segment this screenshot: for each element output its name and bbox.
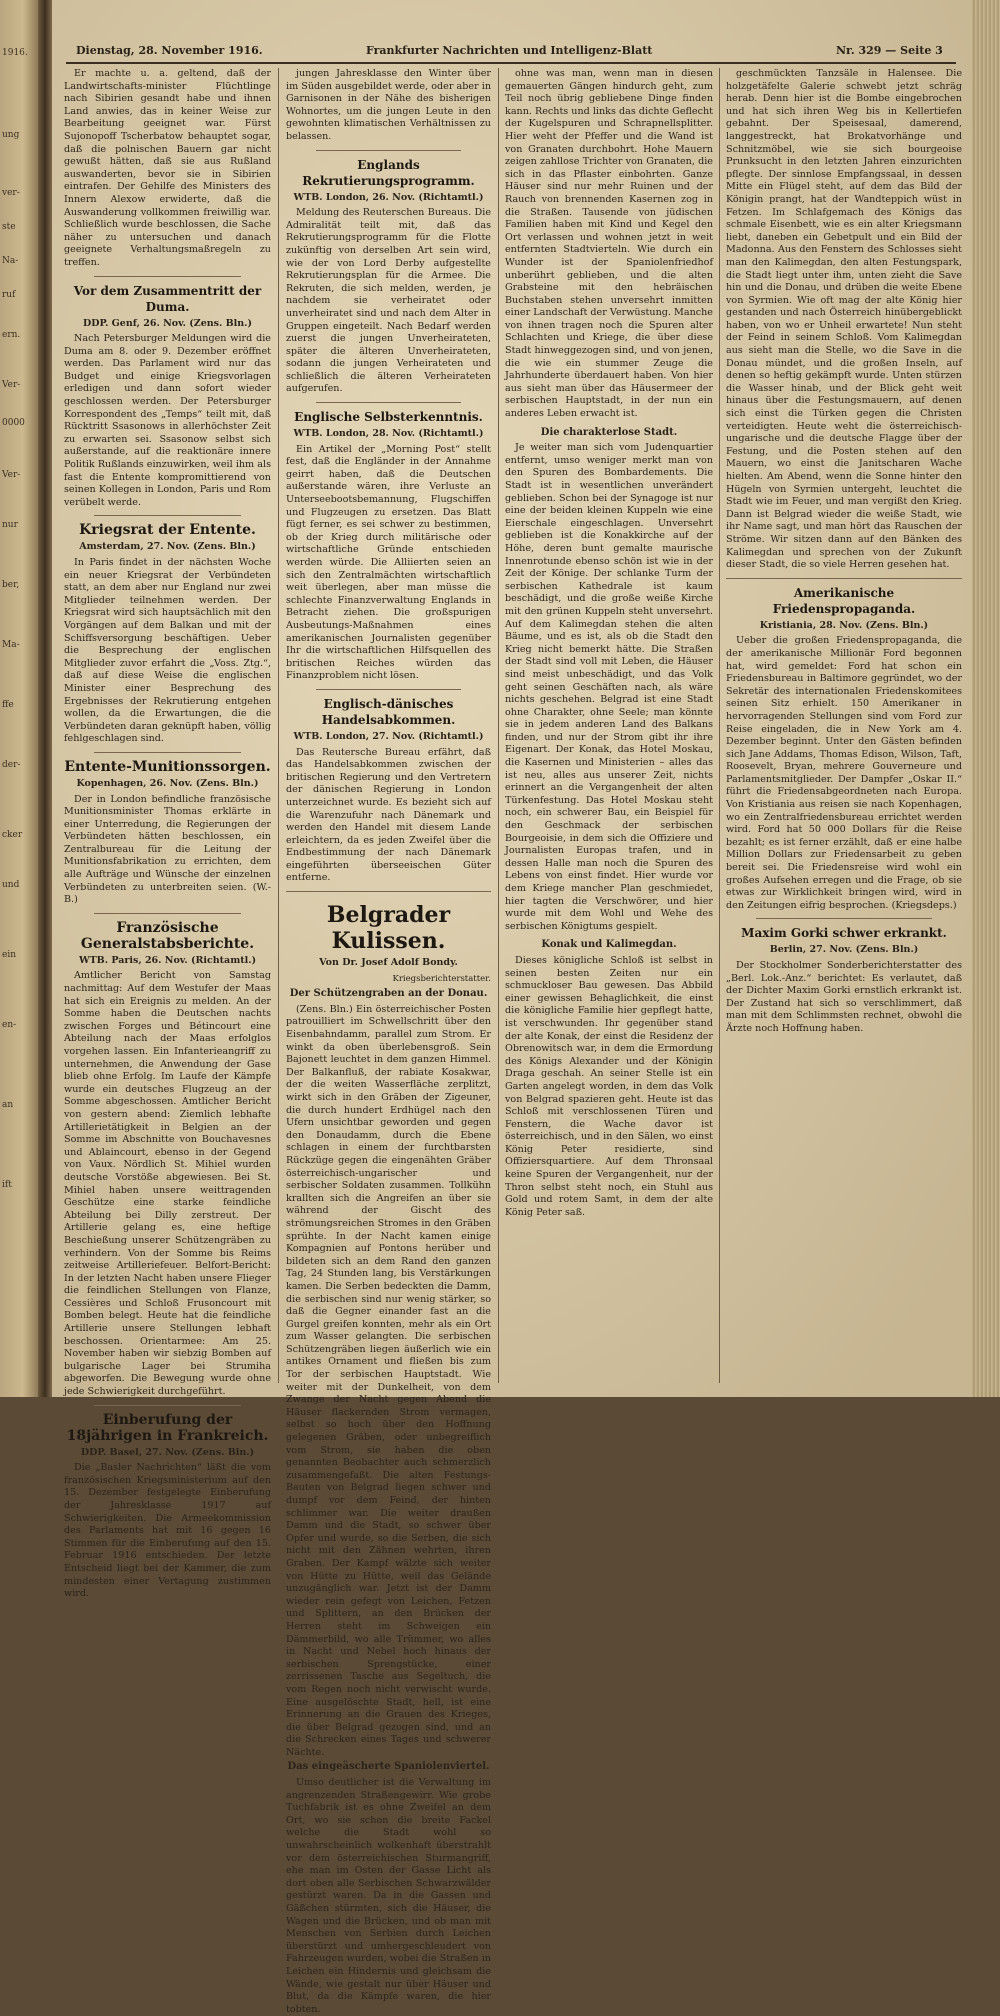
article-separator	[94, 276, 241, 277]
column-3	[505, 68, 713, 1388]
article-body: Er machte u. a. geltend, daß der Landwirtschafts-minister Flüchtlinge nach Sibirien gesandt habe und ihnen Land anwies, das in keiner Weise zur Bearbeitung geeignet war. Fürst Sujonopoff Tscherbatow behauptet sogar, daß die polnischen Bauern gar nicht gewußt hätten, daß sie aus Rußland auswanderten, bevor sie in Sibirien eintrafen. Der Gehilfe des Ministers des Innern Alexow erwiderte, daß die Auswanderung vollkommen freiwillig war. Schließlich wurde beschlossen, die Sache näher zu untersuchen und danach geeignete Verhaltungsmaßregeln zu treffen.	[64, 68, 271, 268]
article-subheading: Die charakterlose Stadt.	[540, 426, 678, 438]
article-kriegsrat	[64, 522, 271, 746]
margin-fragment: an	[2, 1100, 14, 1110]
article-body: Amtlicher Bericht von Samstag nachmittag: Auf dem Westufer der Maas hat sich ein Ereignis zu melden. An der Somme haben die Deutschen nachts zwischen Forges und Bétincourt eine Abteilung nach der Maas erfolglos vorgehen lassen. Ein Infanterieangriff zu unternehmen, die Anwendung der Gase blieb ohne Erfolg. Im Laufe der Kämpfe wurde ein deutsches Flugzeug an der Somme abgeschossen. Amtlicher Bericht von gestern abend: Ziemlich lebhafte Artillerietätigkeit in Belgien an der Somme im Abschnitte von Bouchavesnes und Ablaincourt, ebenso in der Gegend von Vaux. Nördlich St. Mihiel wurden deutsche Vorstöße abgewiesen. Bei St. Mihiel haben unsere weittragenden Geschütze eine starke feindliche Abteilung bei Dilly zerstreut. Der Artillerie gelang es, eine heftige Beschießung unserer Schützengräben zu verhindern. Von der Somme bis Reims zeitweise Artilleriefeuer. Belfort-Bericht: In der letzten Nacht haben unsere Flieger die feindlichen Stellungen von Flanze, Cessières und Schloß Frusoncourt mit Bomben belegt. Heute hat die feindliche Artillerie unsere Stellungen lebhaft beschossen. Orientarmee: Am 25. November haben wir siebzig Bomben auf bulgarische Lager bei Strumiha abgeworfen. Die Bewegung wurde ohne jede Schwierigkeit durchgeführt.	[64, 970, 271, 1398]
article-dateline: Berlin, 27. Nov. (Zens. Bln.)	[769, 944, 919, 956]
article-subheading: Der Schützengraben an der Donau.	[289, 988, 488, 1000]
article-dateline: Amsterdam, 27. Nov. (Zens. Bln.)	[79, 541, 256, 553]
column-4	[726, 68, 962, 1388]
article-body: Das Reutersche Bureau erfährt, daß das Handelsabkommen zwischen der britischen Regierung und den Vertretern der dänischen Regierung in London unterzeichnet wurde. Es bezieht sich auf die Warenzufuhr nach Dänemark und werden den Handel mit diesem Lande erleichtern, da es jeden Zweifel über die Endbestimmung der nach Dänemark eingeführten überseeischen Güter entferne.	[286, 746, 491, 884]
margin-fragment: ruf	[2, 290, 16, 300]
article-body: Je weiter man sich vom Judenquartier entfernt, umso weniger merkt man von den Spuren des Bombardements. Die Stadt ist in wesentlichen unverändert geblieben. Schon bei der Synagoge ist nur eine der beiden kleinen Kuppeln wie eine Eierschale eingeschlagen. Unversehrt geblieben ist die Konakkirche auf der Höhe, deren bunt gemalte maurische Innenrotunde ebenso schön ist wie in der Zeit der Könige. Der schlanke Turm der serbischen Kathedrale ist kaum beschädigt, und die große weiße Kirche mit den grünen Kuppeln steht unversehrt. Auf dem Kalimegdan stehen die alten Bäume, und es ist, als ob die Stadt den Krieg nicht bemerkt hätte. Die Straßen der Stadt sind voll mit Leben, die Häuser sind meist unbeschädigt, und das Volk geht seinen Geschäften nach, als wäre nichts geschehen. Belgrad ist eine Stadt ohne Charakter, ohne Seele; man könnte sie in jedem anderen Land des Balkans finden, und nur der Strom gibt ihr ihre Eigenart. Der Konak, das Hotel Moskau, die Kasernen und Ministerien – alles das ist neu, alles aus unserer Zeit, nichts erinnert an die Vergangenheit der alten Türkenfestung. Das Hotel Moskau steht noch, ein schwerer Bau, ein Beispiel für den Geschmack der serbischen Bourgeoisie, in dem sich die Offiziere und Journalisten Europas trafen, und in dessen Halle man noch die Spuren des Lebens von einst findet. Hier wurde vor dem Kriege mancher Plan geschmiedet, hier tagten die Verschwörer, und hier wurde mit dem Wohl und Wehe des serbischen Königtums gespielt.	[505, 442, 713, 932]
article-dateline: DDP. Genf, 26. Nov. (Zens. Bln.)	[83, 317, 252, 329]
article-belgrader-kulissen	[286, 902, 491, 2016]
article-separator	[756, 918, 932, 919]
margin-fragment: ffe	[2, 700, 14, 710]
article-separator	[316, 689, 461, 690]
article-title: Französische Generalstabsberichte.	[80, 919, 255, 952]
article-body: Der in London befindliche französische Munitionsminister Thomas erklärte in einer Unterredung, die Regierungen der Verbündeten hätten beschlossen, ein Zentralbureau für die Leitung der Munitionsfabrikation zu errichten, dem alle Aufträge und Wünsche der einzelnen Verbündeten zu unterbreiten seien. (W.-B.)	[64, 793, 271, 906]
article-dateline: WTB. London, 26. Nov. (Richtamtl.)	[293, 191, 484, 203]
article-body: Meldung des Reuterschen Bureaus. Die Admiralität teilt mit, daß das Rekrutierungsprogramm für die Flotte zukünftig von derselben Art sein wird, wie der von Lord Derby aufgestellte Rekrutierungsplan für die Armee. Die Rekruten, die sich melden, werden, je nachdem sie verheiratet oder unverheiratet sind und nach dem Alter in Gruppen eingeteilt. Nach Bedarf werden zuerst die jungen Unverheirateten, später die älteren Unverheirateten, sodann die jungen Verheirateten und schließlich die älteren Verheirateten aufgerufen.	[286, 207, 491, 395]
article-body: Der Stockholmer Sonderberichterstatter des „Berl. Lok.-Anz.“ berichtet: Es verlautet, daß der Dichter Maxim Gorki ernstlich erkrankt ist. Der Zustand hat sich so verschlimmert, daß man mit dem Schlimmsten rechnet, obwohl die Ärzte noch Hoffnung haben.	[726, 960, 962, 1034]
article-title: Vor dem Zusammentritt der Duma.	[73, 283, 262, 314]
margin-fragment: Ver-	[2, 470, 21, 480]
article-continuation	[505, 68, 713, 421]
margin-fragment: en-	[2, 1020, 17, 1030]
margin-fragment: ste	[2, 222, 16, 232]
book-gutter	[38, 0, 52, 1397]
article-separator	[94, 515, 241, 516]
article-body: Nach Petersburger Meldungen wird die Duma am 8. oder 9. Dezember eröffnet werden. Das Parlament wird nur das Budget und einige Kriegsvorlagen erledigen und dann sofort wieder geschlossen werden. Der Petersburger Korrespondent des „Temps“ teilt mit, daß Rücktritt Ssasonows in allerhöchster Zeit zu erwarten sei. Ssasonow selbst sich außerstande, auf die reaktionäre innere Politik Rußlands einzuwirken, weil ihm als fast die Entente kompromittierend von seinen Kollegen in London, Paris und Rom verübelt werde.	[64, 333, 271, 508]
article-selbsterkenntnis	[286, 409, 491, 683]
article-dateline: WTB. Paris, 26. Nov. (Richtamtl.)	[78, 954, 257, 966]
article-continuation	[726, 68, 962, 572]
column-rule	[719, 68, 720, 1383]
article-subheading: Das eingeäscherte Spaniolenviertel.	[287, 1761, 490, 1773]
margin-fragment: nur	[2, 520, 18, 530]
margin-fragment: ver-	[2, 188, 20, 198]
margin-fragment: ung	[2, 130, 20, 140]
article-title: Englands Rekrutierungsprogramm.	[302, 157, 475, 188]
margin-fragment: Na-	[2, 256, 19, 266]
article-body: (Zens. Bln.) Ein österreichischer Posten patrouilliert im Schwellschritt über den Eisenbahndamm, parallel zum Strom. Er winkt da oben überlebensgroß. Sein Bajonett leuchtet in dem ganzen Himmel. Der Balkanfluß, der rabiate Kosakwar, der die weiten Wasserfläche zerplitzt, wirkt sich in den Gräben der Zigeuner, die durch hundert Erdhügel nach den Ufern unsichtbar geworden und gegen den Donaudamm, durch die Ebene schlagen in einem der furchtbarsten Rückzüge gegen die eingenähten Gräber österreichisch-ungarischer und serbischer Soldaten zusammen. Tollkühn krallten sich die Angreifen an über sie während der Gischt des strömungsreichen Stromes in den Gräben sprühte. In der Nacht kamen einige Kompagnien auf Pontons herüber und bildeten sich an dem Rand den ganzen Tag, 24 Stunden lang, bis Verstärkungen kamen. Die Serben bedeckten die Damm, die serbischen sind nur wenig stärker, so daß die Gegner einander fast an die Gurgel greifen konnten, mehr als ein Ort zum Wasser gelangten. Die serbischen Schützengräben liegen äußerlich wie ein antikes Ornament und fließen bis zum Tor der serbischen Hauptstadt. Wie weiter mit der Dunkelheit, von dem Zwange der Nacht gegen Abend die Häuser flackernden Strom vermagen, selbst so hoch über den Hoffnung gelegenen Gräben, oder unbegreiflich vom Strom, sie haben die oben genannten Beobachter auch schmerzlich zusammengefaßt. Die alten Festungs-Bauten von Belgrad liegen schwer und dumpf vor dem Feind, der hinten schlimmer war. Die weiter draußen Damm und die Stadt, so schwer über Opfer und wurde, so die Serben, die sich nicht mit den Zähnen wehrten, ihren Graben. Der Kampf wälzte sich weiter von Hütte zu Hütte, weil das Gelände unzugänglich war. Jetzt ist der Damm wieder rein gefegt von Leichen, Fetzen und Splittern, an den Brücken der Herren steht im Schweigen ein Dämmerbild, wo alle Trümmer, wo alles in Nacht und Nebel hoch hinaus der serbischen Sprengstücke, einer zerrissenen Tasche aus Segeltuch, die vom Regen noch nicht verwischt wurde. Eine ausgelöschte Stadt, hell, ist eine Erinnerung an die Grauen des Krieges, die über Belgrad gezogen sind, und an die Schrecken eines Tages und schwerer Nächte.	[286, 1003, 491, 1758]
page-header	[66, 42, 956, 60]
article-separator	[316, 402, 461, 403]
header-date: Dienstag, 28. November 1916.	[76, 44, 263, 57]
article-title: Amerikanische Friedenspropaganda.	[772, 585, 916, 616]
article-dateline: WTB. London, 27. Nov. (Richtamtl.)	[293, 730, 484, 742]
article-body: In Paris findet in der nächsten Woche ein neuer Kriegsrat der Verbündeten statt, an dem aber nur England nur zwei Mitglieder teilnehmen werden. Der Kriegsrat wird sich hauptsächlich mit den Vorgängen auf dem Balkan und mit der Schiffsversorgung beschäftigen. Ueber die Besprechung der englischen Mitglieder zuvor erfahrt die „Voss. Ztg.“, daß auf diese Weise die englischen Minister einer Besprechung des Ergebnisses der Rekrutierung entgehen wollen, da die Erwartungen, die die Verbündeten daran geknüpft haben, völlig fehlgeschlagen sind.	[64, 557, 271, 745]
article-author-role: Kriegsberichterstatter.	[392, 973, 491, 984]
article-title: Entente-Munitionssorgen.	[64, 758, 271, 775]
article-generalstab	[64, 920, 271, 1399]
feature-title: Belgrader Kulissen.	[326, 902, 451, 955]
article-separator	[94, 1405, 241, 1406]
article-continuation	[64, 68, 271, 270]
article-body: Die „Basler Nachrichten“ läßt die vom französischen Kriegsministerium auf den 15. Dezember festgelegte Einberufung der Jahresklasse 1917 auf Schwierigkeiten. Die Armeekommission des Parlaments hat mit 16 gegen 16 Stimmen für die Einberufung auf den 15. Februar 1916 entschieden. Der letzte Entscheid liegt bei der Kammer, die zum mindesten einer Vertagung zustimmen wird.	[64, 1462, 271, 1600]
margin-fragment: und	[2, 880, 20, 890]
margin-fragment: Ver-	[2, 380, 21, 390]
article-title: Einberufung der 18jährigen in Frankreich.	[66, 1411, 269, 1444]
column-1	[64, 68, 271, 1600]
article-body: Ein Artikel der „Morning Post“ stellt fest, daß die Engländer in der Annahme geirrt haben, daß die Deutschen außerstande wären, ihre Verluste an Unterseebootsbemannung, Flugschiffen und Flugzeugen zu ersetzen. Das Blatt fügt ferner, es sei schwer zu bestimmen, ob der Krieg durch militärische oder wirtschaftliche Gründe entschieden werden würde. Die Alliierten seien an sich den Zentralmächten wirtschaftlich weit überlegen, aber man müsse die schlechte Finanzverwaltung Englands in Betracht ziehen. Die großspurigen Ausbeutungs-Maßnahmen eines amerikanischen Journalisten gegenüber Ihr die wirtschaftlichen Hilfsquellen des britischen Reiches würden das Finanzproblem nicht lösen.	[286, 443, 491, 682]
article-body: Umso deutlicher ist die Verwaltung im angrenzenden Straßengewirr. Wie grobe Tuchfabrik ist es ohne Zweifel an dem Ort, wo sie schon die breite Fackel welche die Stadt wohl so unwahrscheinlich wolkenhaft überstrahlt vor dem österreichischen Sturmangriff, ehe man im Osten der Gasse Licht als dort oben alle Serbischen Schwarzwälder gestürzt waren. Da in die Gassen und Gäßchen stürmten, sich die Häuser, die Wagen und die Brücken, und ob man mit Menschen von Serbien durch Leichen überstürzt und umhergeschleudert von Fahrzeugen wurden, wobei die Straßen in Leichen ein Hindernis und gleichsam die Wände, wie gestalt nur über Häuser und Blut, da die Kämpfe waren, die hier tobten.	[286, 1777, 491, 2015]
article-subheading: Konak und Kalimegdan.	[541, 939, 677, 951]
article-title: Kriegsrat der Entente.	[79, 522, 256, 539]
margin-fragment: ift	[2, 1180, 12, 1190]
margin-fragment: ern.	[2, 330, 21, 340]
margin-fragment: ber,	[2, 580, 20, 590]
column-rule	[498, 68, 499, 1383]
article-gorki	[726, 925, 962, 1035]
margin-fragment: der-	[2, 760, 21, 770]
header-rule	[66, 62, 956, 64]
article-separator	[316, 150, 461, 151]
article-title: Englische Selbsterkenntnis.	[294, 410, 483, 425]
article-duma	[64, 283, 271, 510]
article-dateline: Kristiania, 28. Nov. (Zens. Bln.)	[759, 619, 929, 631]
margin-fragment: Ma-	[2, 640, 20, 650]
article-section	[505, 427, 713, 934]
margin-fragment: ein	[2, 950, 17, 960]
article-separator	[94, 913, 241, 914]
article-title: Englisch-dänisches Handelsabkommen.	[321, 696, 456, 727]
article-einberufung	[64, 1412, 271, 1601]
margin-fragment: 0000	[2, 418, 25, 428]
page-stack-edge	[972, 0, 1000, 1397]
article-dateline: DDP. Basel, 27. Nov. (Zens. Bln.)	[80, 1446, 255, 1458]
margin-fragment: cker	[2, 830, 23, 840]
header-masthead: Frankfurter Nachrichten und Intelligenz-Blatt	[366, 44, 653, 57]
newspaper-page	[52, 0, 972, 2015]
article-handelsabkommen	[286, 696, 491, 885]
article-body: Ueber die großen Friedenspropaganda, die der amerikanische Millionär Ford begonnen hat, wird gemeldet: Ford hat schon ein Friedensbureau in Baltimore gegründet, wo der Sekretär des internationalen Friedenskomitees seinen Sitz erhielt. 150 Amerikaner in hervorragenden Stellungen sind vom Ford zur Reise eingeladen, die in New York am 4. Dezember beginnt. Unter den Gästen befinden sich Jane Addams, Thomas Edison, Wilson, Taft, Roosevelt, Bryan, mehrere Gouverneure und Parlamentsmitglieder. Der Dampfer „Oskar II.“ führt die Friedensabgeordneten nach Europa. Von Kristiania aus reisen sie nach Kopenhagen, wo ein Zentralfriedensbureau errichtet werden wird. Ford hat 50 000 Dollars für die Reise bezahlt; es ist ferner erzählt, daß er eine halbe Million Dollars zur Friedensarbeit zu geben bereit sei. Die Friedensreise wird wohl ein großes Aufsehen erregen und die Frage, ob sie etwas zur Wirklichkeit bringen wird, wird in den Zeitungen eifrig besprochen. (Kriegsdeps.)	[726, 635, 962, 911]
article-dateline: Kopenhagen, 26. Nov. (Zens. Bln.)	[76, 777, 259, 789]
article-byline: Von Dr. Josef Adolf Bondy.	[319, 957, 458, 969]
article-section	[505, 939, 713, 1219]
article-continuation	[286, 68, 491, 144]
header-page-info: Nr. 329 — Seite 3	[836, 44, 943, 57]
article-body: jungen Jahresklasse den Winter über im Süden ausgebildet werde, oder aber in Garnisonen in der Nähe des bisherigen Wohnortes, um die jungen Leute in den gewohnten klimatischen Verhältnissen zu belassen.	[286, 68, 491, 142]
margin-fragment: 1916.	[2, 48, 28, 58]
article-body: ohne was man, wenn man in diesen gemauerten Gängen hindurch geht, zum Teil noch übrig gebliebene Dinge finden kann. Rechts und links das dichte Geflecht der Kugelspuren und Schrapnellsplitter. Hier weht der Pfeffer und die Wand ist von Granaten durchbohrt. Hohe Mauern zeigen zahllose Trichter von Granaten, die sich in das Pflaster einbohrten. Ganze Häuser sind nur mehr Ruinen und der Rauch von brennenden Kasernen zog in die Straßen. Tausende von jüdischen Familien haben mit Kind und Kegel den Ort verlassen und wohnen jetzt in weit entfernten Stadtvierteln. Wie durch ein Wunder ist der Spaniolenfriedhof unberührt geblieben, und die alten Grabsteine mit den hebräischen Buchstaben stehen unversehrt inmitten einer Landschaft der Verwüstung. Manche von ihnen tragen noch die Spuren alter Schlachten und Kriege, die über diese Stadt hinweggezogen sind, und von jenen, die wie ein stummer Zeuge die Jahrhunderte überdauert haben. Von hier aus sieht man über das Häusermeer der serbischen Hauptstadt, in der nun ein anderes Leben erwacht ist.	[505, 68, 713, 420]
article-friedenspropaganda	[726, 585, 962, 913]
adjacent-page-edge	[0, 0, 38, 1397]
article-rekrutierung	[286, 157, 491, 397]
article-munition	[64, 759, 271, 907]
column-2	[286, 68, 491, 2015]
column-rule	[278, 68, 279, 1383]
article-title: Maxim Gorki schwer erkrankt.	[741, 926, 947, 941]
article-dateline: WTB. London, 28. Nov. (Richtamtl.)	[293, 428, 484, 440]
article-body: geschmückten Tanzsäle in Halensee. Die holzgetäfelte Galerie schwebt jetzt schräg herab. Denn hier ist die Bombe eingebrochen und hat sich ihren Weg bis in Kellertiefen gebahnt. Der Speisesaal, damerend, langgestreckt, hat Brokatvorhänge und Schnitzmöbel, wie sie sich bourgeoise Prunksucht in den letzten Jahren einzurichten pflegte. Der sinnlose Empfangssaal, in dessen Mitte ein Flügel steht, auf dem das Bild der Königin prangt, hat der Wandteppich wüst in Fetzen. Im Schlafgemach des Königs das schmale Eisenbett, wie es ein alter Kriegsmann liebt, daneben ein Gebetpult und ein Bild der Madonna. Aus den Fenstern des Schlosses sieht man den Kalimegdan, den alten Festungspark, die Stadt liegt unter ihm, unten zieht die Save hin und die Donau, und drüben die weite Ebene von Syrmien. Wie oft mag der alte König hier gestanden und nach Österreich hinübergeblickt haben, von wo er Unheil erwartete! Nun steht der Feind in seinem Schloß. Vom Kalimegdan aus sieht man die Stelle, wo die Save in die Donau mündet, und die großen Inseln, auf denen so heftig gekämpft wurde. Unten stürzen die Wasser hinab, und der Blick geht weit hinaus über die Festungsmauern, auf denen sich einst die Türken gegen die Christen verteidigten. Heute weht die österreichisch-ungarische und die deutsche Flagge über der Festung, und die Posten stehen auf den Mauern, wo einst die Janitscharen Wache hielten. Am Abend, wenn die Sonne hinter den Hügeln von Syrmien untergeht, leuchtet die Stadt wie im Feuer, und man vergißt den Krieg. Dann ist Belgrad wieder die weiße Stadt, wie ihr Name sagt, und man hört das Rauschen der Ströme. Wir sitzen dann auf den Bänken des Kalimegdan und sprechen von der Zukunft dieser Stadt, die so viele Herren gesehen hat.	[726, 68, 962, 571]
article-body: Dieses königliche Schloß ist selbst in seinen besten Zeiten nur ein schmuckloser Bau gewesen. Das Abbild einer gewissen Behaglichkeit, die einst die königliche Familie hier gepflegt hatte, ist verschwunden. Ihr gegenüber stand der alte Konak, der einst die Residenz der Obrenowitsch war, in dem die Ermordung des Königs Alexander und der Königin Draga geschah. An seiner Stelle ist ein Garten angelegt worden, in dem das Volk von Belgrad spazieren geht. Heute ist das Schloß mit verschlossenen Türen und Fenstern, die Wache davor ist österreichisch, und in den Sälen, wo einst König Peter residierte, sind Offiziersquartiere. Auf dem Thronsaal keine Spuren der Vergangenheit, nur der Thron selbst steht noch, ein Stuhl aus Gold und rotem Samt, in dem der alte König Peter saß.	[505, 954, 713, 1218]
article-separator	[286, 891, 491, 892]
article-separator	[726, 578, 962, 579]
article-separator	[94, 752, 241, 753]
